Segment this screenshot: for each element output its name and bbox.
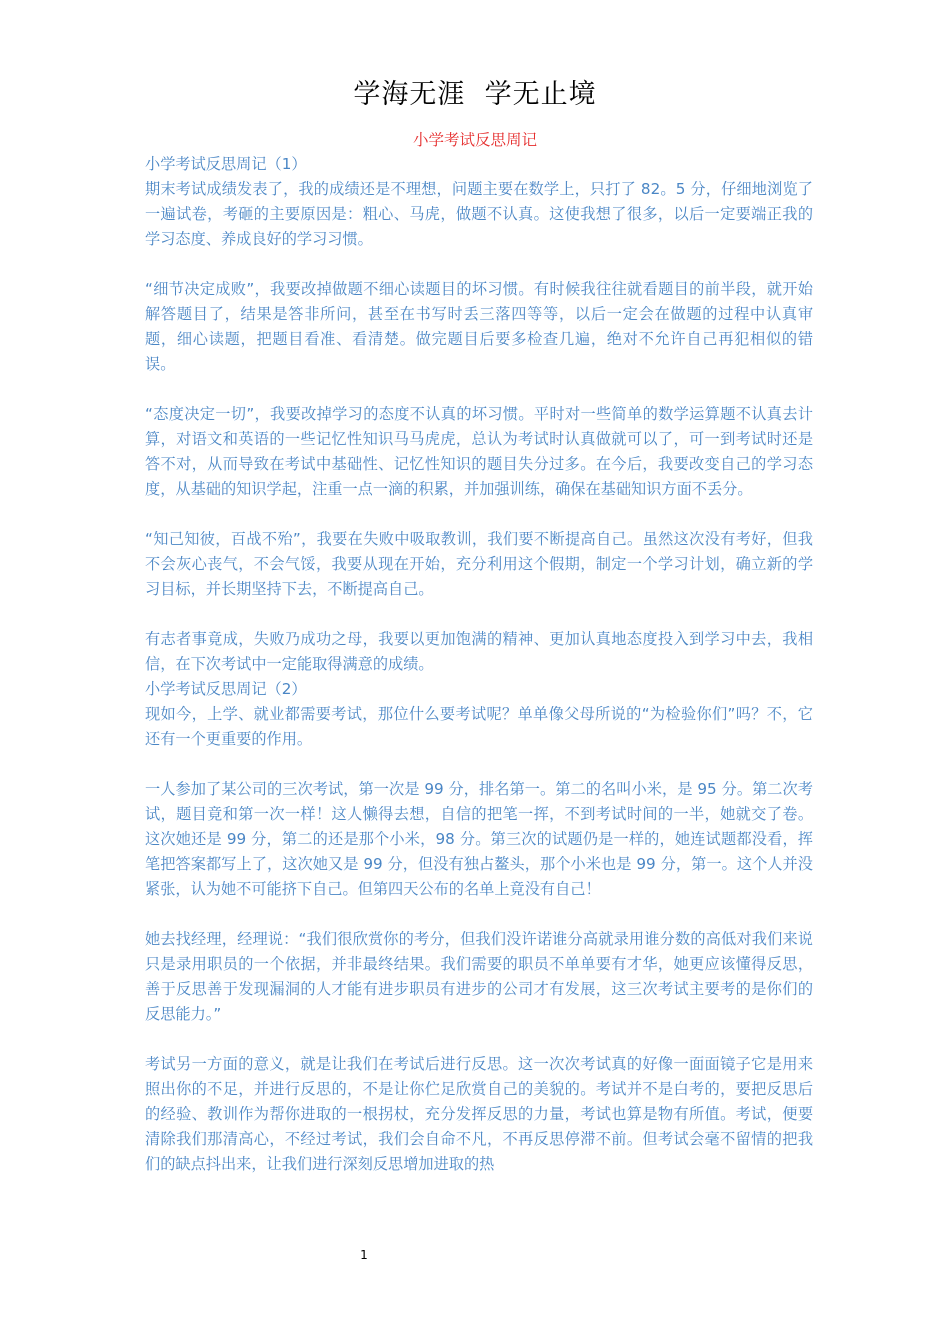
paragraph-gap (145, 377, 813, 402)
paragraph-gap (145, 602, 813, 627)
paragraph-gap (145, 252, 813, 277)
paragraph: 考试另一方面的意义，就是让我们在考试后进行反思。这一次次考试真的好像一面面镜子它是用来照出你的不足，并进行反思的，不是让你伫足欣赏自己的美貌的。考试并不是白考的，要把反思后的经验、教训作为帮你进取的一根拐杖，充分发挥反思的力量，考试也算是物有所值。考试，便要清除我们那清高心，不经过考试，我们会自命不凡，不再反思停滞不前。但考试会毫不留情的把我们的缺点抖出来，让我们进行深刻反思增加进取的热 (145, 1055, 813, 1173)
paragraph: 她去找经理，经理说：“我们很欣赏你的考分，但我们没许诺谁分高就录用谁分数的高低对我们来说只是录用职员的一个依据，并非最终结果。我们需要的职员不单单要有才华，她更应该懂得反思，善于反思善于发现漏洞的人才能有进步职员有进步的公司才有发展，这三次考试主要考的是你们的反思能力。” (145, 930, 813, 1023)
paragraph-gap (145, 1027, 813, 1052)
paragraph: 期末考试成绩发表了，我的成绩还是不理想，问题主要在数学上，只打了 82。5 分，仔细地浏览了一遍试卷，考砸的主要原因是：粗心、马虎，做题不认真。这使我想了很多，以后一定要端正我的学习态度、养成良好的学习习惯。 (145, 180, 813, 248)
document-title: 小学考试反思周记 (412, 131, 537, 149)
paragraph-gap (145, 752, 813, 777)
paragraph: “知己知彼，百战不殆”，我要在失败中吸取教训，我们要不断提高自己。虽然这次没有考好，但我不会灰心丧气，不会气馁，我要从现在开始，充分利用这个假期，制定一个学习计划，确立新的学习目标，并长期坚持下去，不断提高自己。 (145, 530, 813, 598)
paragraph-gap (145, 502, 813, 527)
paragraph: “态度决定一切”，我要改掉学习的态度不认真的坏习惯。平时对一些简单的数学运算题不认真去计算，对语文和英语的一些记忆性知识马马虎虎，总认为考试时认真做就可以了，可一到考试时还是答不对，从而导致在考试中基础性、记忆性知识的题目失分过多。在今后，我要改变自己的学习态度，从基础的知识学起，注重一点一滴的积累，并加强训练，确保在基础知识方面不丢分。 (145, 405, 813, 498)
paragraph: 现如今，上学、就业都需要考试，那位什么要考试呢？单单像父母所说的“为检验你们”吗？不，它还有一个更重要的作用。 (145, 705, 813, 748)
section-heading: 小学考试反思周记（2） (145, 680, 307, 698)
paragraph-gap (145, 902, 813, 927)
paragraph: 一人参加了某公司的三次考试，第一次是 99 分，排名第一。第二的名叫小米，是 95 分。第二次考试，题目竟和第一次一样！这人懒得去想，自信的把笔一挥，不到考试时间的一半，她就交了卷。这次她还是 99 分，第二的还是那个小米，98 分。第三次的试题仍是一样的，她连试题都没看，挥笔把答案都写上了，这次她又是 99 分，但没有独占鳌头，那个小米也是 99 分，第一。这个人并没紧张，认为她不可能挤下自己。但第四天公布的名单上竟没有自己！ (145, 780, 813, 898)
page-number: 1 (360, 1248, 368, 1262)
header-title: 学海无涯 学无止境 (353, 79, 597, 110)
paragraph: 有志者事竟成，失败乃成功之母，我要以更加饱满的精神、更加认真地态度投入到学习中去，我相信，在下次考试中一定能取得满意的成绩。 (145, 630, 813, 673)
section-heading: 小学考试反思周记（1） (145, 155, 307, 173)
paragraph: “细节决定成败”，我要改掉做题不细心读题目的坏习惯。有时候我往往就看题目的前半段，就开始解答题目了，结果是答非所问，甚至在书写时丢三落四等等，以后一定会在做题的过程中认真审题，细心读题，把题目看准、看清楚。做完题目后要多检查几遍，绝对不允许自己再犯相似的错误。 (145, 280, 813, 373)
document-body (145, 152, 813, 1177)
